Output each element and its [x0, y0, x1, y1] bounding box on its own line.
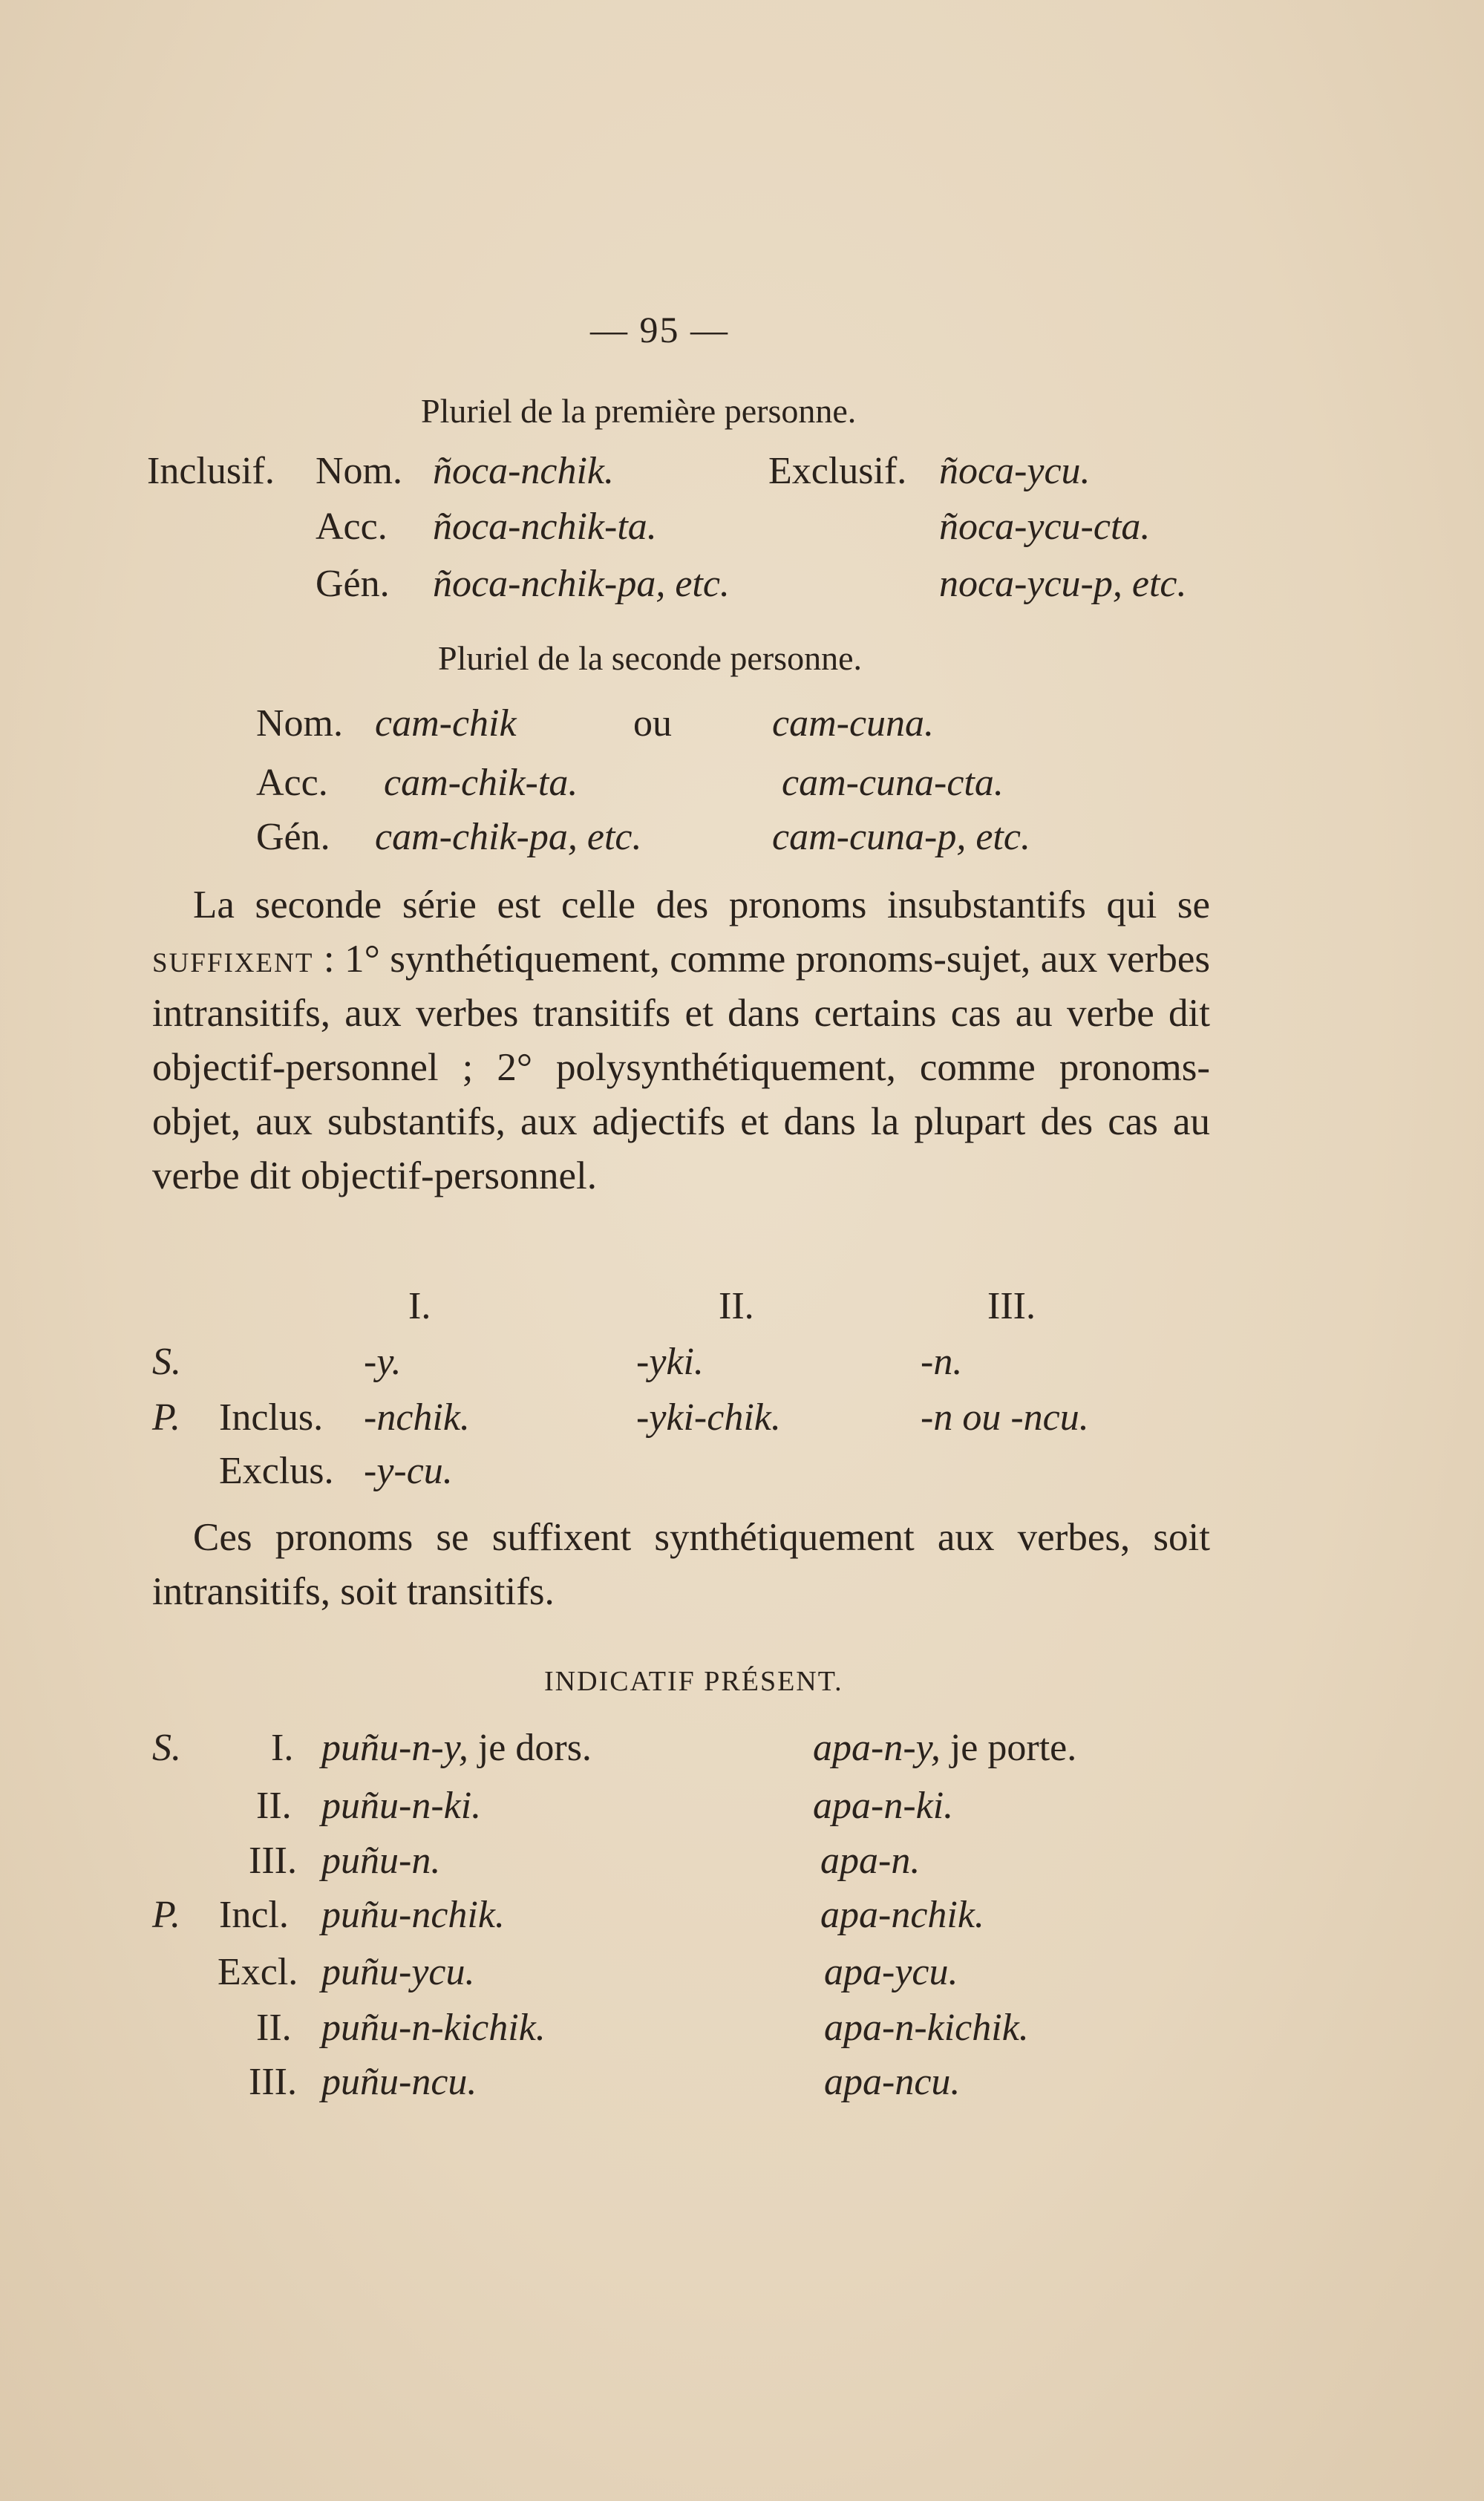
verb-carry-form: apa-n. — [820, 1840, 921, 1882]
verb-sleep-form: puñu-ycu. — [321, 1951, 475, 1993]
verb-carry-form: apa-ycu. — [824, 1951, 958, 1993]
column-header: III. — [987, 1285, 1036, 1327]
column-header: I. — [408, 1285, 431, 1327]
smallcaps-term: suffixent — [152, 938, 314, 981]
inclus-label: Inclus. — [219, 1396, 324, 1439]
paragraph-suffixent — [152, 1511, 1210, 1619]
verb-sleep-form: puñu-nchik. — [321, 1894, 505, 1936]
person-label: II. — [256, 2007, 292, 2049]
suffix-form: -yki. — [636, 1341, 704, 1383]
form-a: cam-chik — [375, 702, 517, 745]
person-label: III. — [249, 2061, 297, 2103]
inclusive-label: Inclusif. — [147, 450, 275, 492]
verb-sleep-form: puñu-n-kichik. — [321, 2007, 546, 2049]
paragraph-text: Ces pronoms se suffixent synthétiquement aux verbes, soit intransitifs, soit transitifs. — [152, 1516, 1210, 1613]
verb-sleep-form: puñu-n. — [321, 1840, 441, 1882]
person-label: III. — [249, 1840, 297, 1882]
case-label: Gén. — [316, 563, 390, 605]
singular-label: S. — [152, 1341, 181, 1383]
verb-carry-form: apa-ncu. — [824, 2061, 961, 2103]
form-b: cam-cuna-p, etc. — [772, 816, 1030, 858]
verb-carry-form: apa-nchik. — [820, 1894, 984, 1936]
singular-label: S. — [152, 1727, 181, 1769]
plural-label: P. — [152, 1894, 181, 1936]
case-label: Nom. — [316, 450, 402, 492]
verb-sleep-form: puñu-n-y, je dors. — [321, 1727, 592, 1769]
suffix-form: -nchik. — [364, 1396, 470, 1439]
inclusive-form: ñoca-nchik. — [433, 450, 615, 492]
or-word: ou — [633, 702, 672, 745]
plural-label: P. — [152, 1396, 181, 1439]
verb-sleep-form: puñu-ncu. — [321, 2061, 477, 2103]
paragraph-text: : 1° synthétiquement, comme pronoms-sujet, aux verbes intransitifs, aux verbes transitifs et dans certains cas au verbe dit objectif-personnel ; 2° polysynthétiquement, comme pronoms-objet, aux substantifs, aux adjectifs et dans la plupart des cas au verbe dit objectif-personnel. — [152, 938, 1210, 1197]
paragraph-pronoms-insubstantifs — [152, 878, 1210, 1203]
section-heading-indicative: INDICATIF PRÉSENT. — [544, 1666, 843, 1697]
inclusive-form: ñoca-nchik-ta. — [433, 506, 657, 548]
person-label: II. — [256, 1785, 292, 1827]
verb-sleep-form: puñu-n-ki. — [321, 1785, 482, 1827]
verb-carry-form: apa-n-ki. — [813, 1785, 954, 1827]
exclusive-label: Exclusif. — [768, 450, 907, 492]
case-label: Gén. — [256, 816, 330, 858]
section-heading-first-plural: Pluriel de la première personne. — [421, 392, 857, 430]
case-label: Acc. — [256, 762, 328, 804]
form-b: cam-cuna. — [772, 702, 935, 745]
suffix-form: -n ou -ncu. — [921, 1396, 1089, 1439]
section-heading-second-plural: Pluriel de la seconde personne. — [438, 639, 862, 677]
case-label: Acc. — [316, 506, 388, 548]
verb-carry-form: apa-n-kichik. — [824, 2007, 1029, 2049]
inclusive-form: ñoca-nchik-pa, etc. — [433, 563, 730, 605]
exclus-label: Exclus. — [219, 1450, 334, 1492]
paragraph-text: La seconde série est celle des pronoms insubstantifs qui se — [193, 883, 1210, 926]
suffix-form: -n. — [921, 1341, 963, 1383]
suffix-form: -y-cu. — [364, 1450, 453, 1492]
verb-carry-form: apa-n-y, je porte. — [813, 1727, 1077, 1769]
exclusive-form: ñoca-ycu-cta. — [939, 506, 1151, 548]
person-label: I. — [271, 1727, 294, 1769]
suffix-form: -y. — [364, 1341, 402, 1383]
form-a: cam-chik-ta. — [384, 762, 578, 804]
person-label: Incl. — [219, 1894, 289, 1936]
page-number: — 95 — — [590, 309, 729, 350]
exclusive-form: ñoca-ycu. — [939, 450, 1091, 492]
person-label: Excl. — [218, 1951, 298, 1993]
form-a: cam-chik-pa, etc. — [375, 816, 642, 858]
form-b: cam-cuna-cta. — [782, 762, 1004, 804]
exclusive-form: noca-ycu-p, etc. — [939, 563, 1187, 605]
column-header: II. — [719, 1285, 754, 1327]
case-label: Nom. — [256, 702, 343, 745]
suffix-form: -yki-chik. — [636, 1396, 781, 1439]
